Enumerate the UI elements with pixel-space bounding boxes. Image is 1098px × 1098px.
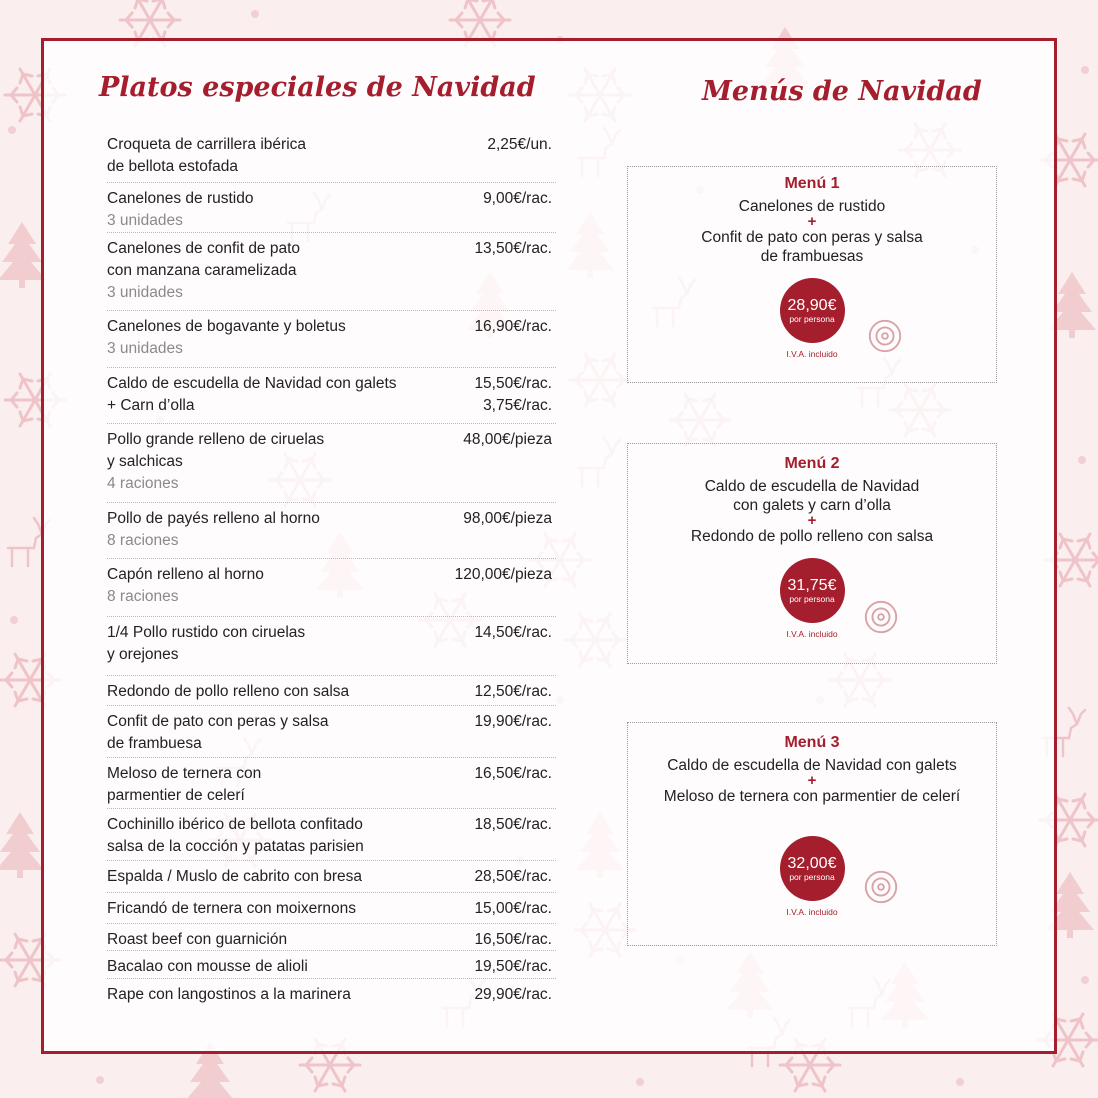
dish-price: 16,50€/rac. [474,765,552,782]
ornament-icon [862,868,900,906]
menu-course: Caldo de escudella de Navidad con galets y carn d’olla [704,478,920,514]
dish-name: Fricandó de ternera con moixernons [107,900,356,917]
menu-price: 32,00€ [787,854,837,872]
dish-item [107,310,556,367]
dish-price: 19,90€/rac. [474,713,552,730]
dish-name: Croqueta de carrillera ibérica de bellota estofada [107,136,307,175]
menu-card-3 [627,722,997,946]
dish-name: Caldo de escudella de Navidad con galets + Carn d’olla [107,375,397,414]
menu-course: Redondo de pollo relleno con salsa [690,528,934,545]
dish-price: 48,00€/pieza [463,431,552,448]
dish-note: 3 unidades [107,284,183,301]
menu-title: Menú 1 [784,175,840,192]
menu-course: Confit de pato con peras y salsa de frambuesas [701,229,923,265]
dish-item [107,808,556,860]
dish-item [107,616,556,675]
dish-name: Meloso de ternera con parmentier de celerí [107,765,262,804]
dish-name: Canelones de rustido [107,190,254,207]
menu-price: 28,90€ [787,296,837,314]
dish-name: Roast beef con guarnición [107,931,288,948]
dishes-title: Platos especiales de Navidad [99,72,536,103]
ornament-icon [866,317,904,355]
dish-name: Cochinillo ibérico de bellota confitado salsa de la cocción y patatas parisien [107,816,364,855]
dish-name: 1/4 Pollo rustido con ciruelas y orejones [107,624,306,663]
dish-name: Espalda / Muslo de cabrito con bresa [107,868,363,885]
iva-note: I.V.A. incluido [786,629,838,639]
price-badge [780,278,845,343]
dish-note: 8 raciones [107,532,179,549]
dish-name: Canelones de confit de pato con manzana caramelizada [107,240,301,279]
dish-price: 2,25€/un. [487,136,552,153]
dish-price: 12,50€/rac. [474,683,552,700]
dish-item [107,502,556,558]
dish-price: 9,00€/rac. [483,190,552,207]
per-person-label: por persona [789,313,835,324]
dish-item [107,182,556,232]
dish-item [107,978,556,1008]
dish-item [107,705,556,757]
dish-item [107,423,556,502]
dish-note: 3 unidades [107,212,183,229]
dish-item [107,558,556,616]
dish-price: 28,50€/rac. [474,868,552,885]
dish-item [107,675,556,705]
dish-price: 98,00€/pieza [463,510,552,527]
dish-price: 15,50€/rac. 3,75€/rac. [474,375,552,414]
dish-item [107,923,556,950]
dish-name: Redondo de pollo relleno con salsa [107,683,350,700]
price-badge [780,558,845,623]
dish-item [107,860,556,892]
dish-price: 16,90€/rac. [474,318,552,335]
menus-title: Menús de Navidad [702,76,982,107]
dish-price: 16,50€/rac. [474,931,552,948]
iva-note: I.V.A. incluido [786,907,838,917]
dish-name: Canelones de bogavante y boletus [107,318,346,335]
menu-course: Caldo de escudella de Navidad con galets [667,757,957,774]
menu-card-1 [627,166,997,383]
dish-price: 15,00€/rac. [474,900,552,917]
dish-price: 19,50€/rac. [474,958,552,975]
plus-sign: + [807,213,817,230]
dish-item [107,757,556,808]
dish-name: Bacalao con mousse de alioli [107,958,308,975]
menu-title: Menú 3 [784,734,840,751]
menu-card-2 [627,443,997,664]
dish-item [107,950,556,978]
dish-item [107,367,556,423]
price-badge [780,836,845,901]
dish-price: 29,90€/rac. [474,986,552,1003]
dish-name: Rape con langostinos a la marinera [107,986,351,1003]
dish-price: 14,50€/rac. [474,624,552,641]
plus-sign: + [807,772,817,789]
dish-list [107,134,556,1008]
dish-price: 18,50€/rac. [474,816,552,833]
dish-item [107,134,556,182]
dish-name: Pollo grande relleno de ciruelas y salchicas [107,431,325,470]
ornament-icon [862,598,900,636]
iva-note: I.V.A. incluido [786,349,838,359]
dish-price: 13,50€/rac. [474,240,552,257]
plus-sign: + [807,512,817,529]
per-person-label: por persona [789,593,835,604]
menu-title: Menú 2 [784,455,840,472]
dish-item [107,232,556,310]
menu-price: 31,75€ [787,576,837,594]
menu-course: Canelones de rustido [738,198,886,215]
dish-name: Capón relleno al horno [107,566,264,583]
dish-note: 8 raciones [107,588,179,605]
dish-note: 4 raciones [107,475,179,492]
menu-course: Meloso de ternera con parmentier de celerí [663,788,961,805]
dish-price: 120,00€/pieza [454,566,552,583]
dish-note: 3 unidades [107,340,183,357]
dish-name: Pollo de payés relleno al horno [107,510,320,527]
dish-name: Confit de pato con peras y salsa de frambuesa [107,713,329,752]
per-person-label: por persona [789,871,835,882]
dish-item [107,892,556,923]
